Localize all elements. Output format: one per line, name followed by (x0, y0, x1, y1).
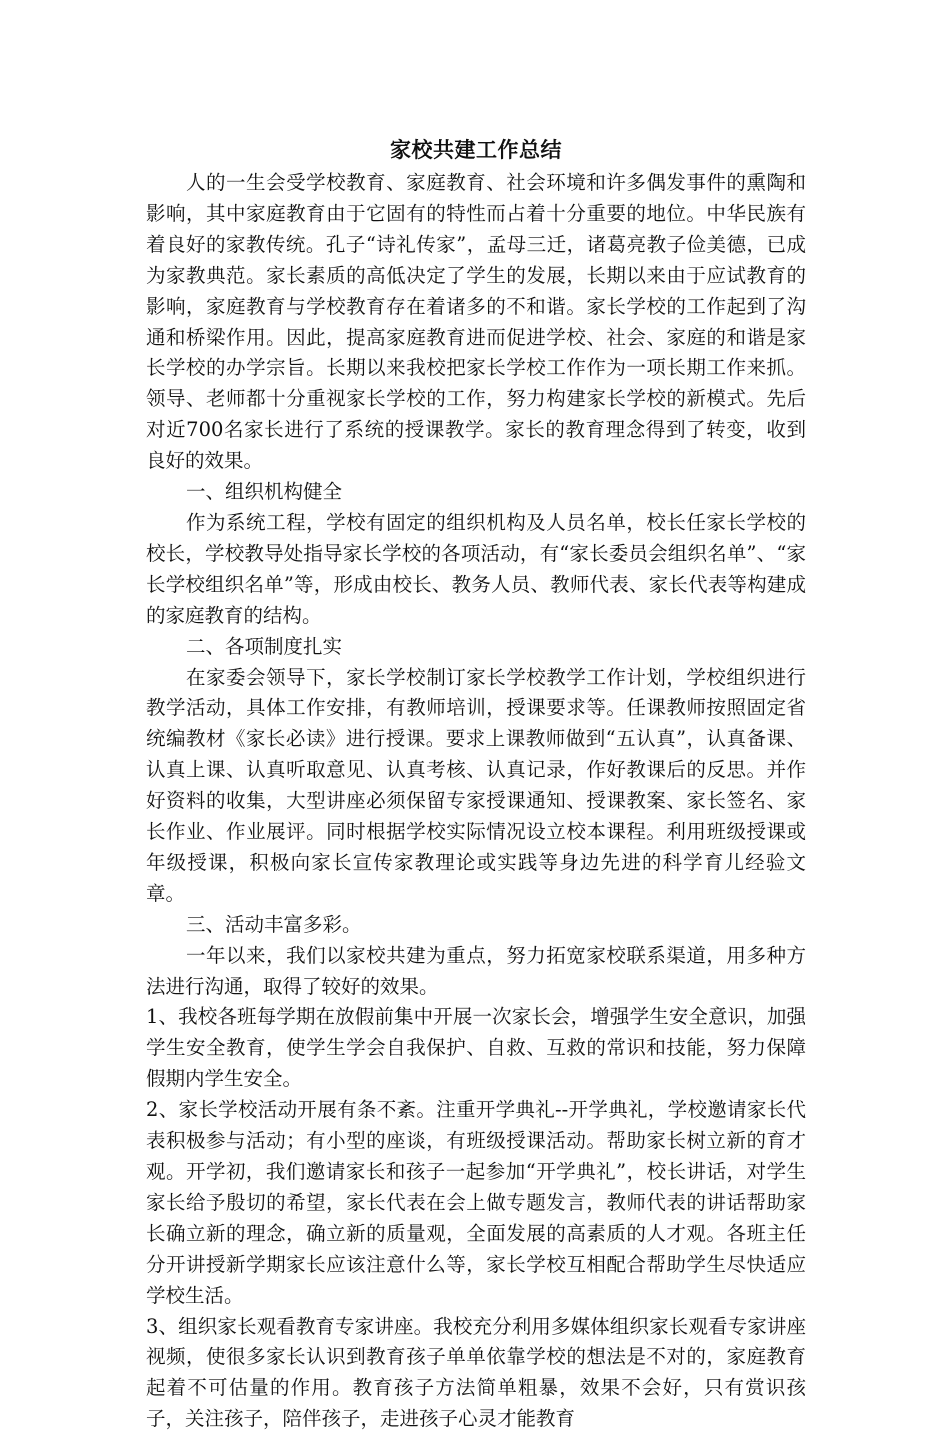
body-paragraph: 3、组织家长观看教育专家讲座。我校充分利用多媒体组织家长观看专家讲座视频，使很多家长认识到教育孩子单单依靠学校的想法是不对的，家庭教育起着不可估量的作用。教育孩子方法简单粗暴，效果不会好，只有赏识孩子，关注孩子，陪伴孩子，走进孩子心灵才能教育 (146, 1314, 806, 1431)
body-paragraph: 一年以来，我们以家校共建为重点，努力拓宽家校联系渠道，用多种方法进行沟通，取得了较好的效果。 (146, 943, 806, 998)
document-page (146, 132, 806, 1435)
document-title: 家校共建工作总结 (390, 137, 562, 162)
body-paragraph: 二、各项制度扎实 (186, 634, 343, 658)
body-paragraph: 三、活动丰富多彩。 (186, 912, 362, 936)
document-body (146, 168, 806, 1435)
body-paragraph: 1、我校各班每学期在放假前集中开展一次家长会，增强学生安全意识，加强学生安全教育，使学生学会自我保护、自救、互救的常识和技能，努力保障假期内学生安全。 (146, 1005, 806, 1091)
body-paragraph: 一、组织机构健全 (186, 480, 343, 504)
body-paragraph: 作为系统工程，学校有固定的组织机构及人员名单，校长任家长学校的校长，学校教导处指导家长学校的各项活动，有“家长委员会组织名单”、“家长学校组织名单”等，形成由校长、教务人员、教师代表、家长代表等构建成的家庭教育的结构。 (146, 510, 806, 627)
body-paragraph: 2、家长学校活动开展有条不紊。注重开学典礼--开学典礼，学校邀请家长代表积极参与活动；有小型的座谈，有班级授课活动。帮助家长树立新的育才观。开学初，我们邀请家长和孩子一起参加“开学典礼”，校长讲话，对学生家长给予殷切的希望，家长代表在会上做专题发言，教师代表的讲话帮助家长确立新的理念，确立新的质量观，全面发展的高素质的人才观。各班主任分开讲授新学期家长应该注意什么等，家长学校互相配合帮助学生尽快适应学校生活。 (146, 1098, 806, 1307)
body-paragraph: 人的一生会受学校教育、家庭教育、社会环境和许多偶发事件的熏陶和影响，其中家庭教育由于它固有的特性而占着十分重要的地位。中华民族有着良好的家教传统。孔子“诗礼传家”，孟母三迁，诸葛亮教子俭美德，已成为家教典范。家长素质的高低决定了学生的发展，长期以来由于应试教育的影响，家庭教育与学校教育存在着诸多的不和谐。家长学校的工作起到了沟通和桥梁作用。因此，提高家庭教育进而促进学校、社会、家庭的和谐是家长学校的办学宗旨。长期以来我校把家长学校工作作为一项长期工作来抓。领导、老师都十分重视家长学校的工作，努力构建家长学校的新模式。先后对近700名家长进行了系统的授课教学。家长的教育理念得到了转变，收到良好的效果。 (146, 171, 806, 473)
body-paragraph: 在家委会领导下，家长学校制订家长学校教学工作计划，学校组织进行教学活动，具体工作安排，有教师培训，授课要求等。任课教师按照固定省统编教材《家长必读》进行授课。要求上课教师做到“五认真”，认真备课、认真上课、认真听取意见、认真考核、认真记录，作好教课后的反思。并作好资料的收集，大型讲座必须保留专家授课通知、授课教案、家长签名、家长作业、作业展评。同时根据学校实际情况设立校本课程。利用班级授课或年级授课，积极向家长宣传家教理论或实践等身边先进的科学育儿经验文章。 (146, 665, 806, 905)
